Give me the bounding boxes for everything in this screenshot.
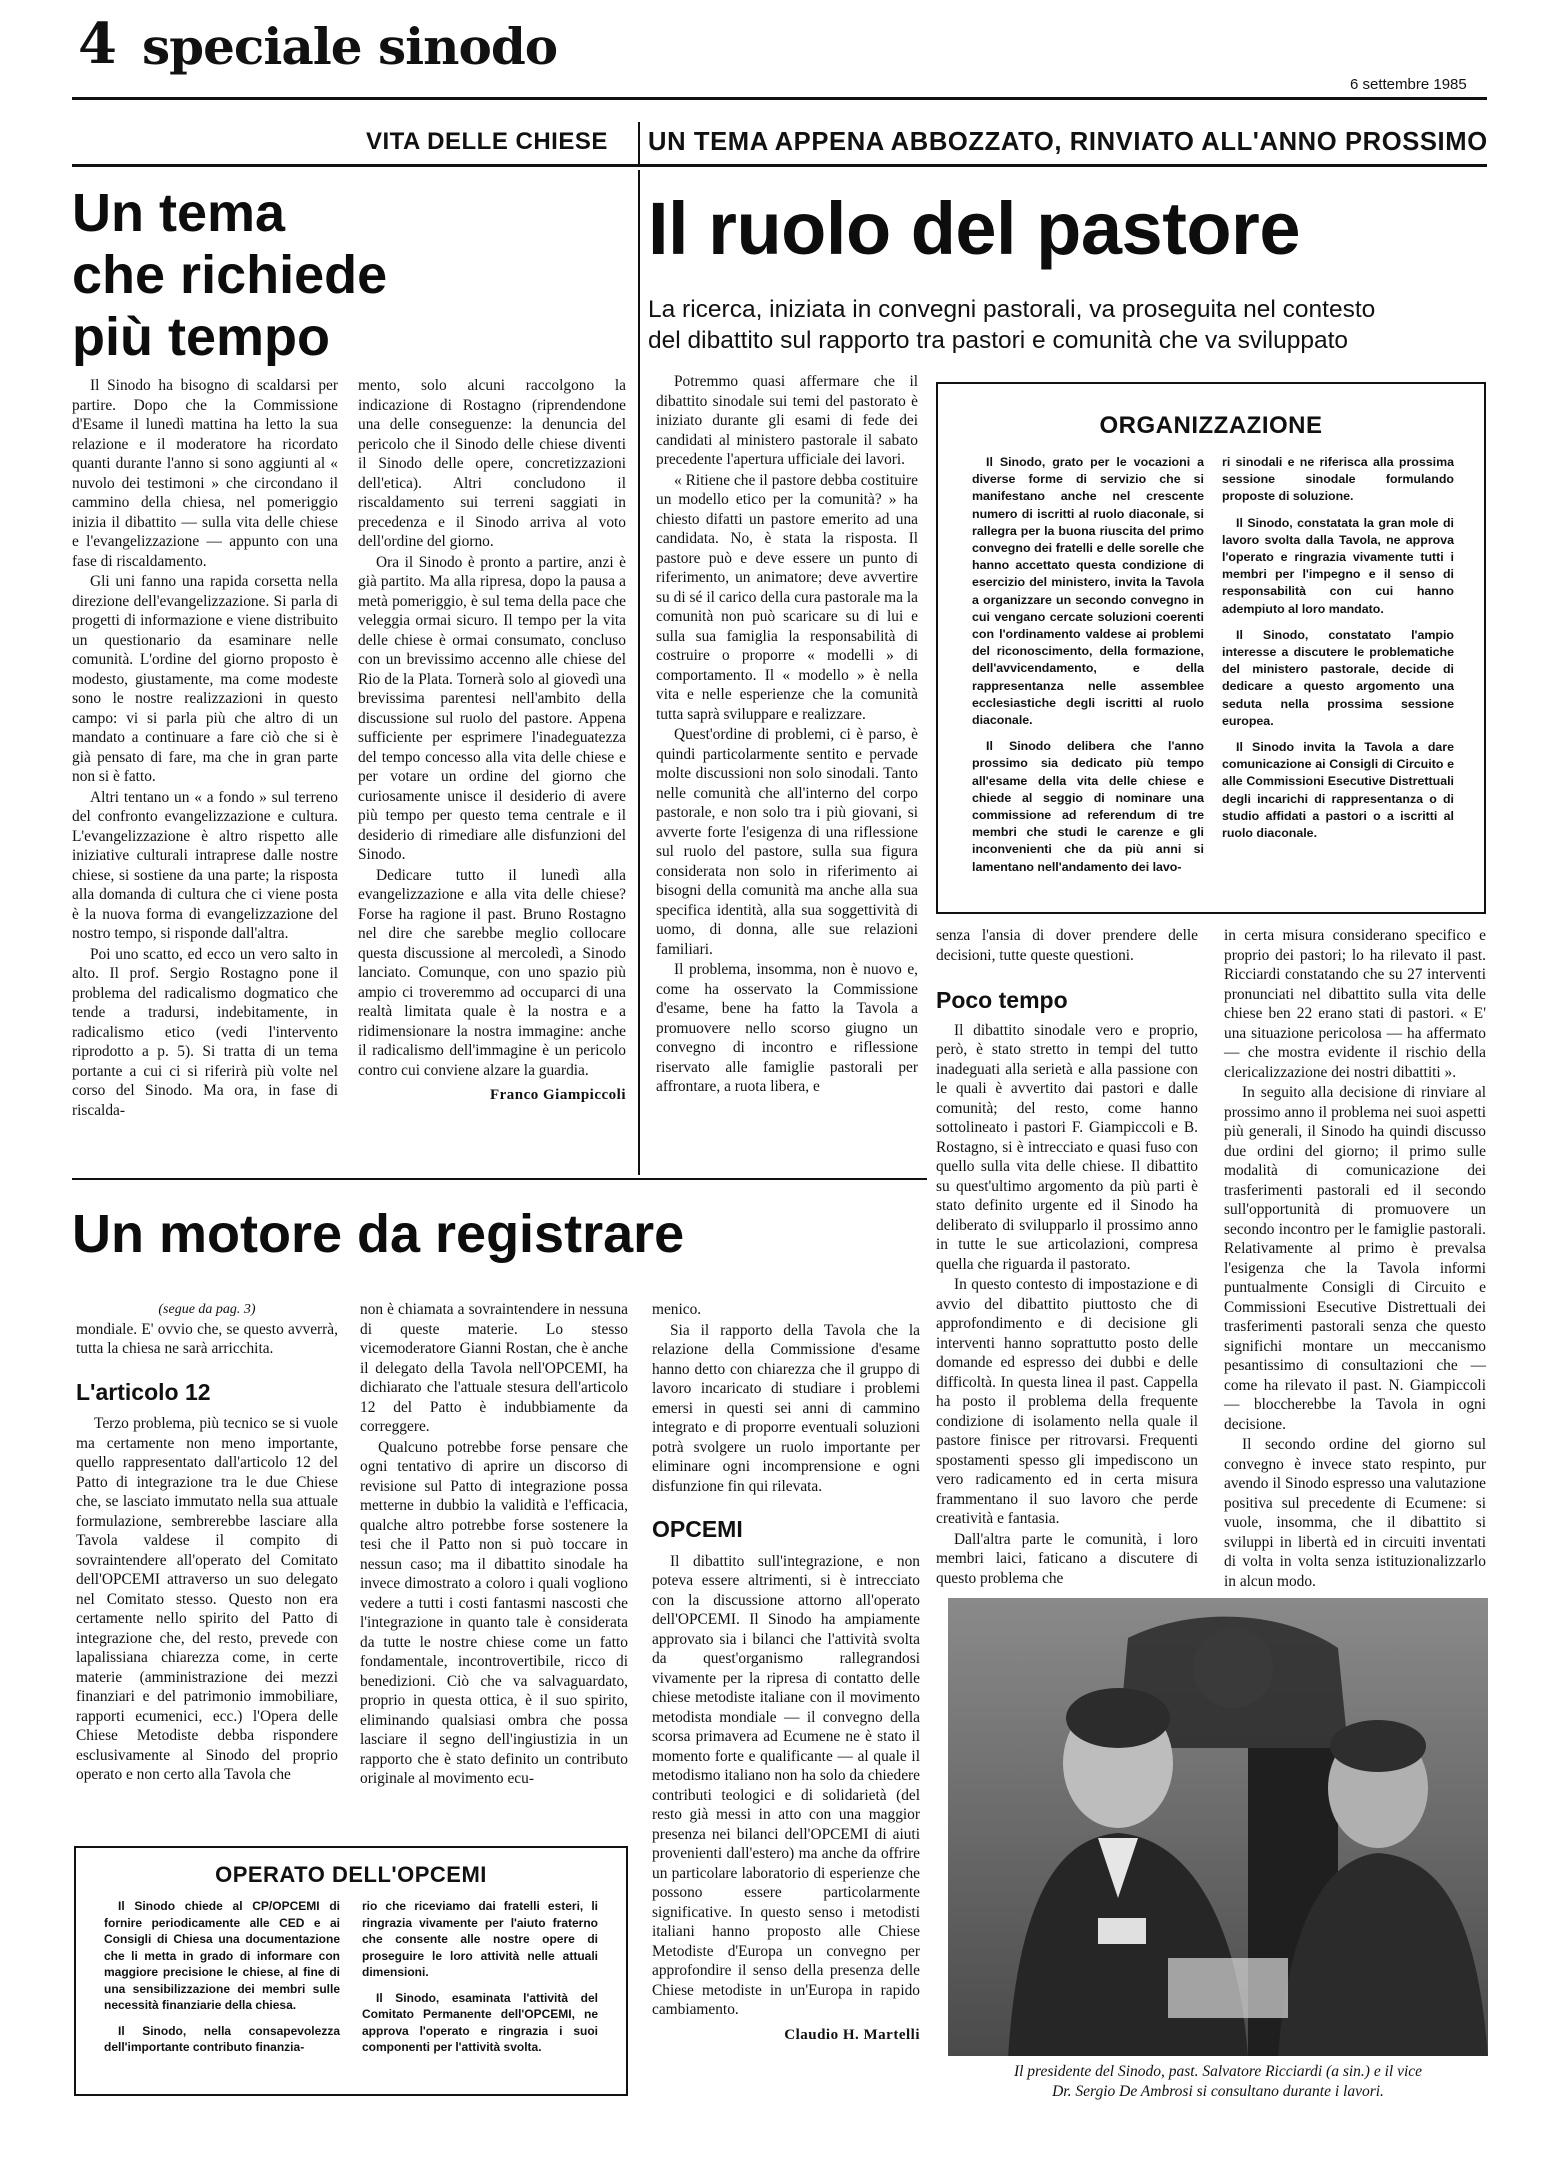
main-subtitle	[648, 294, 1375, 356]
left-kicker: VITA DELLE CHIESE	[366, 128, 608, 155]
photo-caption	[948, 2062, 1488, 2102]
subhead-articolo-12: L'articolo 12	[76, 1378, 211, 1405]
paragraph: Terzo problema, più tecnico se si vuole ma certamente non meno importante, quello rappresentato dall'articolo 12 del Patto di integrazione tra le due Chiese che, se lasciato immutato nella sua attuale formulazione, sembrerebbe lasciare alla Tavola valdese il compito di sovraintendere all'operato del Comitato dell'OPCEMI attraverso un suo delegato nel Comitato stesso. Questo non era certamente nello spirito del Patto di integrazione che, del resto, prevede con lapalissiana chiarezza come, in certe materie (amministrazione dei mezzi finanziari e del patrimonio immobiliare, rapporti ecumenici, ecc.) l'Opera delle Chiese Metodiste debba rispondere esclusivamente al Sinodo del proprio operato e non certo alla Tavola che	[76, 1415, 338, 1783]
paragraph: Potremmo quasi affermare che il dibattito sinodale sui temi del pastorato è iniziato durante gli esami di fede dei candidati al ministero pastorale il sabato precedente l'apertura ufficiale dei lavori.	[656, 373, 918, 468]
kicker-rule	[72, 164, 1487, 167]
byline: Claudio H. Martelli	[784, 2026, 920, 2043]
box-paragraph: Il Sinodo, grato per le vocazioni a diverse forme di servizio che si manifestano anche nel crescente numero di iscritti al ruolo diaconale, si rallegra per la buona riuscita del primo convegno dei fratelli e delle sorelle che hanno accettato questa condizione di esercizio del ministero, invita la Tavola a organizzare un secondo convegno in cui vengano cercate soluzioni coerenti con l'ordinamento valdese ai problemi del riconoscimento, della formazione, dell'avvicendamento, e della rappresentanza nelle assemblee ecclesiastiche degli iscritti al ruolo diaconale.	[972, 455, 1204, 728]
box-paragraph: Il Sinodo invita la Tavola a dare comunicazione ai Consigli di Circuito e alle Commissioni Esecutive Distrettuali degli incarichi di rappresentanza o di studio affidati a pastori o a iscritti al ruolo diaconale.	[1222, 740, 1454, 841]
left-column-divider	[638, 170, 640, 1175]
main-story-col3	[1224, 926, 1486, 1617]
paragraph: mondiale. E' ovvio che, se questo avverrà, tutta la chiesa ne sarà arricchita.	[76, 1320, 338, 1357]
main-story-col1	[656, 372, 918, 1097]
box-paragraph: Il Sinodo delibera che l'anno prossimo sia dedicato più tempo all'esame della vita delle chiese e chiede al seggio di nominare una commissione ad referendum di tre membri che studi le carenze e gli inconvenienti che da più anni si lamentano nell'andamento dei lavo-	[972, 739, 1204, 874]
byline: Franco Giampiccoli	[489, 1087, 626, 1103]
paragraph: Altri tentano un « a fondo » sul terreno del confronto evangelizzazione e cultura. L'evangelizzazione è altro rispetto alle iniziative culturali intraprese dalle nostre chiese, si sostiene da una parte; la risposta alla domanda di cultura che ci viene posta è la nuova forma di evangelizzazione del nostro tempo, si risponde dall'altra.	[72, 788, 338, 942]
main-kicker: UN TEMA APPENA ABBOZZATO, RINVIATO ALL'ANNO PROSSIMO	[648, 128, 1488, 156]
box-paragraph: Il Sinodo, esaminata l'attività del Comitato Permanente dell'OPCEMI, ne approva l'operato e ringrazia i suoi componenti per l'attività svolta.	[362, 1990, 598, 2054]
motor-story-col1	[76, 1300, 338, 1785]
paragraph: in certa misura considerano specifico e proprio dei pastori; lo ha rilevato il past. Ricciardi constatando che su 27 interventi pronunciati nel dibattito sulla vita delle chiese ben 22 erano stati di pastori. « E' una situazione pericolosa — ha affermato — che mostra evidente il rischio della clericalizzazione dei nostri dibattiti ».	[1224, 927, 1486, 1081]
organizzazione-box	[936, 382, 1486, 914]
motor-story-col2	[360, 1300, 628, 1789]
paragraph: Il problema, insomma, non è nuovo e, come ha osservato la Commissione d'esame, bene ha fatto la Tavola a promuovere nello scorso giugno un convegno di incontro e riflessione riservato alle famiglie pastorali per affrontare, a ruota libera, e	[656, 961, 918, 1095]
box-title: OPERATO DELL'OPCEMI	[215, 1862, 487, 1887]
paragraph: Il dibattito sinodale vero e proprio, però, è stato stretto in tempi del tutto inadeguati alla serietà e alla passione con le quali è avvertito dai pastori e dalle comunità; del resto, come hanno sottolineato i pastori F. Giampiccoli e B. Rostagno, si è intrecciato e quasi fuso con quello sulla vita delle chiese. Il dibattito su quest'ultimo argomento da più parti è stato definito urgente ed il Sinodo ha deliberato di svilupparlo il prossimo anno in tutte le sue articolazioni, compresa quella che riguarda il pastorato.	[936, 1021, 1198, 1273]
box-paragraph: rio che riceviamo dai fratelli esteri, li ringrazia vivamente per l'aiuto fraterno che consente alle nostre opere di proseguire le loro attività nelle attuali dimensioni.	[362, 1899, 598, 1979]
box-col2	[1222, 454, 1454, 851]
paragraph: menico.	[652, 1301, 702, 1318]
photo-image	[948, 1598, 1488, 2056]
section-title: speciale sinodo	[142, 17, 558, 76]
subhead-poco-tempo: Poco tempo	[936, 987, 1068, 1013]
main-headline: Il ruolo del pastore	[648, 187, 1300, 270]
paragraph: Qualcuno potrebbe forse pensare che ogni tentativo di aprire un discorso di revisione sul Patto di integrazione possa metterne in dubbio la validità e l'efficacia, qualche altro potrebbe forse sostenere la tesi che il Patto non si può toccare in nessun caso; ma il dibattito sinodale ha invece dimostrato a coloro i quali vogliono vedere a tutti i costi fantasmi nascosti che l'integrazione in quanto tale è considerata da tutte le nostre chiese come un fatto fondamentale, incontrovertibile, ricco di benedizioni. Ciò che va salvaguardato, proprio in questa ottica, è il suo spirito, eliminando qualsiasi ombra che possa lasciare il segno dell'ingiustizia in un rapporto che è stato definito un contributo originale al movimento ecu-	[360, 1438, 628, 1787]
paragraph: Dedicare tutto il lunedì alla evangelizzazione e alla vita delle chiese? Forse ha ragione il past. Bruno Rostagno nel dire che sarebbe meglio collocare questa discussione al mercoledì, a Sinodo lanciato. Comunque, con uno spazio più ampio ci troveremmo ad occuparci di una realtà limitata quale è la nostra e a ridimensionare la nostra immagine: anche il radicalismo dell'immagine è un pericolo contro cui conviene alzare la guardia.	[358, 866, 626, 1079]
paragraph: senza l'ansia di dover prendere delle decisioni, tutte queste questioni.	[936, 927, 1198, 964]
photo	[948, 1598, 1488, 2056]
paragraph: In seguito alla decisione di rinviare al prossimo anno il problema nei suoi aspetti più generali, il Sinodo ha quindi discusso due ordini del giorno; il primo sulle modalità di comunicazione dei trasferimenti pastorali ed il secondo sull'opportunità di promuovere un secondo incontro per le famiglie pastorali. Relativamente al primo è prevalsa l'esigenza che la Tavola informi puntualmente Consigli di Circuito e Commissioni Esecutive Distrettuali dei trasferimenti pastorali senza che questo significhi montare un meccanismo pesantissimo di consultazioni che — come ha rilevato il past. N. Giampiccoli — bloccherebbe la Tavola in ogni decisione.	[1224, 1084, 1486, 1433]
paragraph: Poi uno scatto, ed ecco un vero salto in alto. Il prof. Sergio Rostagno pone il problema del radicalismo dogmatico che tende a tradursi, indebitamente, in radicalismo etico (vedi l'intervento riprodotto a p. 5). Si tratta di un tema portante a cui ci si riferirà più volte nel corso del Sinodo. Ma ora, in fase di riscalda-	[72, 945, 338, 1119]
kicker-divider	[638, 122, 640, 164]
masthead-rule	[72, 97, 1487, 100]
paragraph: Quest'ordine di problemi, ci è parso, è quindi particolarmente sentito e pervade molte discussioni non solo sinodali. Tanto nelle comunità che all'interno del corpo pastorale, e non solo tra i più giovani, si avverte forte l'esigenza di una riflessione sul ruolo del pastore, sulla sua figura considerata non solo in riferimento ai bisogni della comunità ma anche alla sua specifica identità, alla sua soggettività di uomo, di donna, alle sue relazioni familiari.	[656, 726, 918, 958]
subhead-opcemi: OPCEMI	[652, 1516, 743, 1542]
box-paragraph: ri sinodali e ne riferisca alla prossima sessione sinodale formulando proposte di soluzione.	[1222, 455, 1454, 504]
section-rule	[72, 1178, 927, 1180]
issue-date: 6 settembre 1985	[1350, 76, 1467, 93]
box-col2	[362, 1898, 598, 2065]
opcemi-box	[74, 1846, 628, 2096]
paragraph: In questo contesto di impostazione e di avvio del dibattito piuttosto che di approfondimento e di decisione gli interventi hanno soprattutto posto delle domande ed espresso dei dubbi e delle difficoltà. In questa linea il past. Cappella ha posto il problema della frequente condizione di isolamento nella quale il pastore finisce per ritrovarsi. Frequenti spostamenti spesso gli impediscono un vero radicamento ed in certa misura frammentano il suo lavoro che perde creatività e fantasia.	[936, 1276, 1198, 1527]
main-subtitle-line: del dibattito sul rapporto tra pastori e comunità che va sviluppato	[648, 327, 1349, 354]
left-story-col2	[358, 376, 626, 1106]
box-paragraph: Il Sinodo, nella consapevolezza dell'importante contributo finanzia-	[104, 2023, 340, 2054]
motor-story-col3	[652, 1300, 920, 2045]
main-story-col2	[936, 926, 1198, 1588]
box-paragraph: Il Sinodo, constatata la gran mole di lavoro svolta dalla Tavola, ne approva l'operato e ringrazia vivamente tutti i membri per l'impegno e il senso di responsabilità con cui hanno adempiuto al loro mandato.	[1222, 515, 1454, 616]
segue-note: (segue da pag. 3)	[158, 1302, 256, 1317]
left-headline-line: che richiede	[72, 245, 388, 305]
left-headline-line: più tempo	[72, 307, 330, 367]
left-headline-line: Un tema	[72, 183, 286, 243]
paragraph: Gli uni fanno una rapida corsetta nella direzione dell'evangelizzazione. Si parla di progetti di informazione e viene distribuito un questionario da esaminare nelle comunità. L'ordine del giorno proposto è modesto, giustamente, ma come modeste sono le nostre realizzazioni in questo campo: vi si parla più che altro di un mandato a continuare a fare ciò che si è già pensato di fare, ma che in gran parte non si è fatto.	[72, 573, 338, 785]
paragraph: Dall'altra parte le comunità, i loro membri laici, faticano a discutere di questo problema che	[936, 1530, 1198, 1587]
paragraph: « Ritiene che il pastore debba costituire un modello etico per la comunità? » ha chiesto difatti un pastore emerito ad una candidata. No, è stata la risposta. Il pastore può e deve essere un punto di riferimento, un animatore; deve avvertire su di sé il carico della cura pastorale ma la comunità non può scaricare su di lui e sulla sua famiglia la responsabilità di costruire o proporre « modelli » di comportamento. Il « modello » è nella vita e nelle esperienze che la comunità tutta saprà sviluppare e realizzare.	[656, 471, 918, 723]
box-col1	[104, 1898, 340, 2065]
caption-line: Il presidente del Sinodo, past. Salvatore Ricciardi (a sin.) e il vice	[1013, 2063, 1423, 2080]
main-subtitle-line: La ricerca, iniziata in convegni pastorali, va proseguita nel contesto	[648, 296, 1376, 323]
left-story-col1	[72, 376, 338, 1120]
paragraph: Il secondo ordine del giorno sul convegno è invece stato respinto, pur avendo il Sinodo espresso una valutazione positiva sul precedente di Ecumene: si vuole, insomma, che il dibattito si sviluppi in libertà ed in circuiti inventati di volta in volta senza istituzionalizzarlo in alcun modo.	[1224, 1436, 1486, 1590]
page-number: 4	[78, 11, 117, 77]
motor-headline: Un motore da registrare	[72, 1204, 685, 1264]
paragraph: non è chiamata a sovraintendere in nessuna di queste materie. Lo stesso vicemoderatore Gianni Rostan, che è anche il delegato della Tavola nell'OPCEMI, ha dichiarato che l'attuale stesura dell'articolo 12 del Patto è indubbiamente da correggere.	[360, 1301, 628, 1435]
box-paragraph: Il Sinodo chiede al CP/OPCEMI di fornire periodicamente alle CED e ai Consigli di Chiesa una documentazione che li metta in grado di informare con maggiore precisione le chiese, al fine di una sensibilizzazione dei membri sulle necessità finanziarie della chiesa.	[104, 1899, 340, 2012]
box-col1	[972, 454, 1204, 885]
box-title: ORGANIZZAZIONE	[1099, 412, 1323, 439]
caption-line: Dr. Sergio De Ambrosi si consultano durante i lavori.	[1052, 2083, 1384, 2100]
paragraph: Sia il rapporto della Tavola che la relazione della Commissione d'esame hanno detto con chiarezza che il gruppo di lavoro incaricato di studiare i problemi emersi in questi sei anni di cammino integrato e di proporre eventuali soluzioni potrà svolgere un ruolo importante per eliminare ogni incomprensione e ogni disfunzione fin qui rilevata.	[652, 1321, 920, 1495]
left-headline	[72, 182, 387, 368]
box-paragraph: Il Sinodo, constatato l'ampio interesse a discutere le problematiche del ministero pastorale, decide di dedicare a questo argomento una seduta nella prossima sessione europea.	[1222, 627, 1454, 728]
paragraph: mento, solo alcuni raccolgono la indicazione di Rostagno (riprendendone una delle conseguenze: la denuncia del pericolo che il Sinodo delle chiese diventi il Sinodo delle opere, concretizzazioni dell'etica). Altri concludono il riscaldamento sui terreni saggiati in precedenza e il Sinodo arriva al voto dell'ordine del giorno.	[358, 377, 626, 550]
paragraph: Ora il Sinodo è pronto a partire, anzi è già partito. Ma alla ripresa, dopo la pausa a metà pomeriggio, è sul tema della pace che veleggia ormai sicuro. Il tempo per la vita delle chiese è ormai consumato, concluso con un brevissimo accenno alle chiese del Rio de la Plata. Tornerà solo al giovedì una brevissima parentesi nell'ambito della discussione sul ruolo del pastore. Appena sufficiente per esprimere l'inadeguatezza del tempo concesso alla vita delle chiese e per votare un ordine del giorno che curiosamente unisce il desiderio di avere più tempo per questo tema centrale e il desiderio di rimediare alle disfunzioni del Sinodo.	[358, 553, 626, 863]
paragraph: Il dibattito sull'integrazione, e non poteva essere altrimenti, si è intrecciato con la discussione attorno all'operato dell'OPCEMI. Il Sinodo ha ampiamente approvato sia i bilanci che l'attività svolta da quest'organismo rallegrandosi vivamente per la ripresa di contatto delle chiese metodiste italiane con il movimento metodista mondiale — il convegno della scorsa primavera ad Ecumene ne è stato il momento forte e qualificante — al quale il metodismo italiano non ha solo da chiedere contributi teologici e di solidarietà (del resto già messi in atto con una maggior presenza nei bilanci dell'OPCEMI di aiuti provenienti dall'estero) ma anche da offrire un particolare laboratorio di esperienze che possono essere particolarmente significative. In questo senso i metodisti italiani hanno proposto alle Chiese Metodiste d'Europa un convegno per approfondire il senso della presenza delle Chiese metodiste in un'Europa in rapido cambiamento.	[652, 1552, 920, 2018]
paragraph: Il Sinodo ha bisogno di scaldarsi per partire. Dopo che la Commissione d'Esame il lunedì mattina ha letto la sua relazione e il moderatore ha ricordato quanti durante l'anno si sono aggiunti al « nuvolo dei testimoni » che circondano il cammino della chiesa, nel pomeriggio inizia il dibattito — sulla vita delle chiese e l'evangelizzazione — appunto con una fase di riscaldamento.	[72, 377, 338, 570]
